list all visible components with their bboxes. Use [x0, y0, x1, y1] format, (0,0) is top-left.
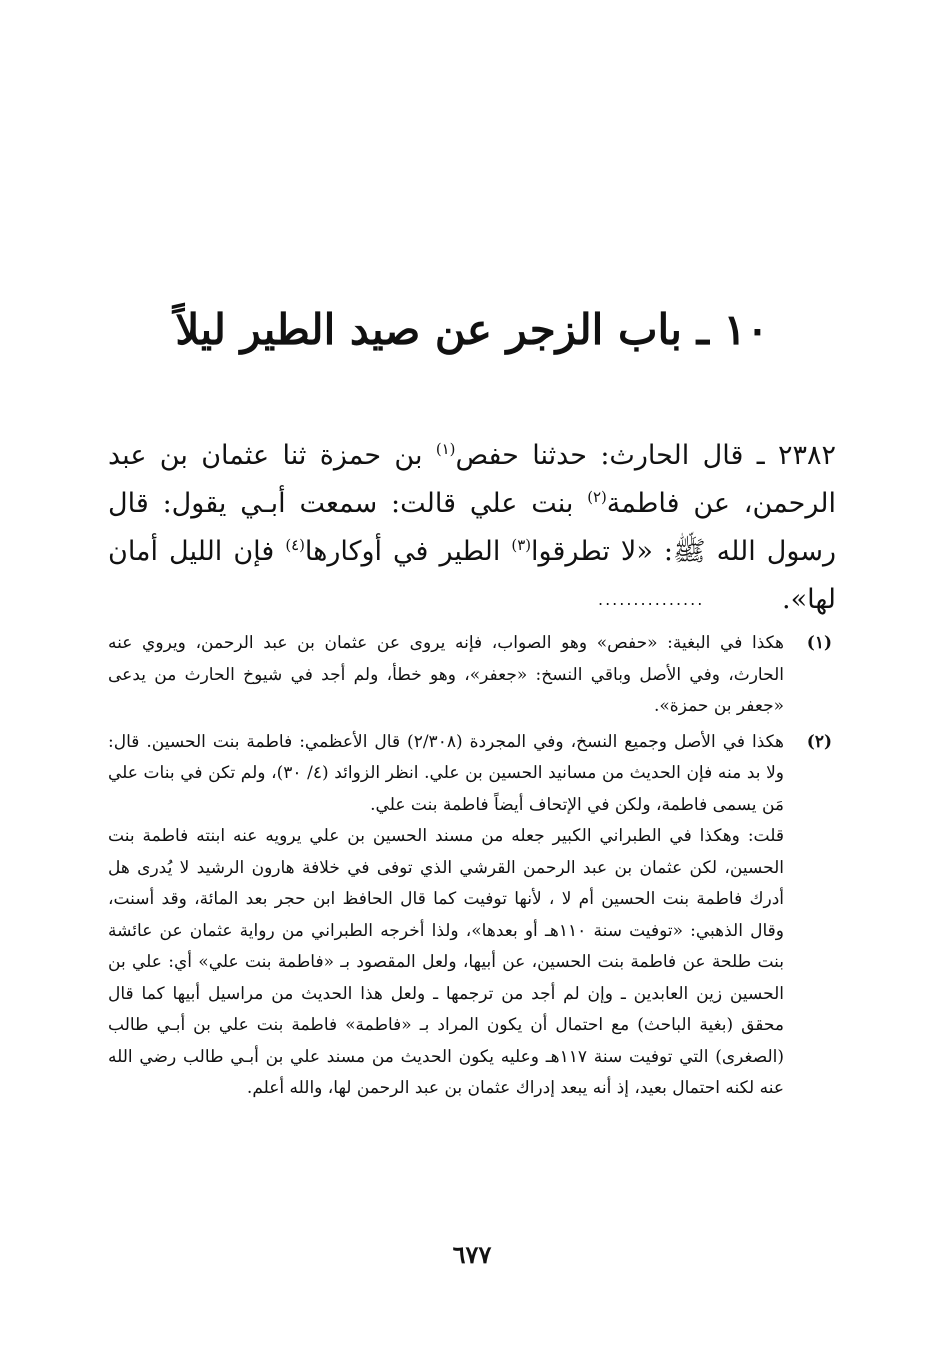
hadith-text-part: فإن الليل أمان لها». [108, 536, 836, 615]
footnote-paragraph: هكذا في الأصل وجميع النسخ، وفي المجردة (٢/٣٠٨) قال الأعظمي: فاطمة بنت الحسين. قال: ولا بد منه فإن الحديث من مسانيد الحسين بن علي. انظر الزوائد (٤/ ٣٠)، ولم تكن في بنات علي مَن يسمى فاطمة، ولكن في الإتحاف أيضاً فاطمة بنت علي. [108, 731, 784, 815]
footnote-ref: (١) [435, 440, 456, 458]
hadith-text-part: بن حمزة ثنا عثمان بن عبد الرحمن، عن فاطمة [108, 440, 836, 519]
footnote-number: (٢) [806, 731, 832, 752]
footnote-2 [108, 727, 832, 1105]
footnote-paragraph: قلت: وهكذا في الطبراني الكبير جعله من مسند الحسين بن علي يرويه عنه ابنته فاطمة بنت الحسين، لكن عثمان بن عبد الرحمن القرشي الذي توفى في خلافة هارون الرشيد لا يُدرى هل أدرك فاطمة بنت الحسين أم لا ، لأنها توفيت كما قال الحافظ ابن حجر بعد المائة، وقد أسنت، وقال الذهبي: «توفيت سنة ١١٠هـ أو بعدها»، ولذا أخرجه الطبراني من رواية عثمان عن عائشة بنت طلحة عن فاطمة بنت الحسين، عن أبيها، ولعل المقصود بـ «فاطمة بنت علي» أي: علي بن الحسين زين العابدين ـ وإن لم أجد من ترجمها ـ ولعل هذا الحديث من مراسيل أبيها كما قال محقق (بغية الباحث) مع احتمال أن يكون المراد بـ «فاطمة» فاطمة بنت علي بن أبـي طالب (الصغرى) التي توفيت سنة ١١٧هـ وعليه يكون الحديث من مسند علي بن أبـي طالب رضي الله عنه لكنه احتمال بعيد، إذ أنه يبعد إدراك عثمان بن عبد الرحمن لها، والله أعلم. [108, 826, 784, 1098]
hadith-text-part: ٢٣٨٢ ـ قال الحارث: حدثنا حفص [455, 440, 837, 471]
hadith-text-part: الطير في أوكارها [304, 536, 512, 567]
footnote-ref: (٣) [511, 536, 531, 554]
footnote-number: (١) [806, 633, 832, 653]
chapter-title: ١٠ ـ باب الزجر عن صيد الطير ليلاً [175, 305, 769, 354]
footnote-paragraph: هكذا في البغية: «حفص» وهو الصواب، فإنه يروى عن عثمان بن عبد الرحمن، ويروي عنه الحارث، وفي الأصل وباقي النسخ: «جعفر»، وهو خطأ، ولم أجد في شيوخ الحارث من يدعى «جعفر بن حمزة». [108, 633, 784, 716]
footnote-1 [108, 628, 832, 723]
page-number: ٦٧٧ [452, 1240, 492, 1269]
footnotes [108, 628, 832, 1105]
footnote-ref: (٢) [587, 488, 607, 506]
footnote-separator: ............... [598, 590, 705, 609]
footnote-ref: (٤) [285, 536, 305, 554]
hadith-text-part: بنت علي قالت: سمعت أبـي يقول: قال رسول الله ﷺ: «لا تطرقوا [108, 488, 836, 567]
